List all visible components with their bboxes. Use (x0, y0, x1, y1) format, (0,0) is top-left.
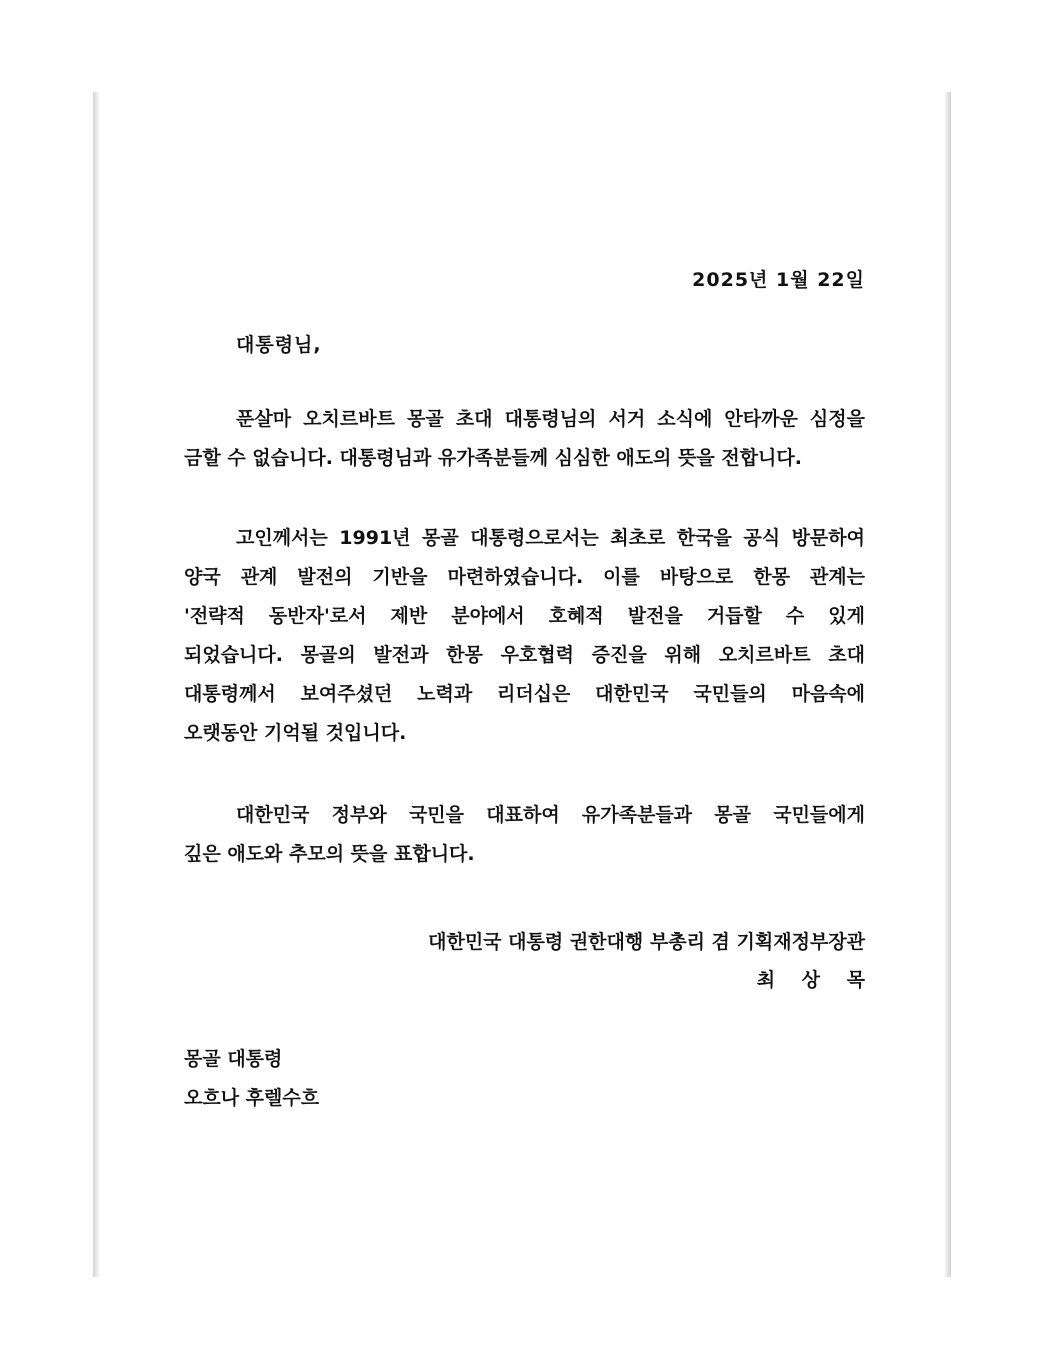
paragraph-line: 금할 수 없습니다. 대통령님과 유가족분들께 심심한 애도의 뜻을 전합니다. (184, 447, 802, 469)
letter-date: 2025년 1월 22일 (692, 269, 865, 291)
scan-right-edge (944, 92, 951, 1277)
salutation: 대통령님, (236, 334, 322, 356)
recipient-block (184, 1040, 319, 1118)
paragraph-line: 되었습니다. 몽골의 발전과 한몽 우호협력 증진을 위해 오치르바트 초대 (184, 644, 865, 666)
paragraph-line: 고인께서는 1991년 몽골 대통령으로서는 최초로 한국을 공식 방문하여 (236, 527, 865, 549)
paragraph-line: 대통령께서 보여주셨던 노력과 리더십은 대한민국 국민들의 마음속에 (184, 683, 865, 705)
paragraph-line: 푼살마 오치르바트 몽골 초대 대통령님의 서거 소식에 안타까운 심정을 (236, 408, 865, 430)
recipient-name: 오흐나 후렐수흐 (184, 1087, 320, 1109)
recipient-title: 몽골 대통령 (184, 1048, 283, 1070)
signer-title: 대한민국 대통령 권한대행 부총리 겸 기획재정부장관 (428, 931, 865, 953)
scan-left-edge (93, 92, 100, 1277)
paragraph-line: 양국 관계 발전의 기반을 마련하였습니다. 이를 바탕으로 한몽 관계는 (184, 566, 865, 588)
paragraph-line: 오랫동안 기억될 것입니다. (184, 722, 407, 744)
signature-block (428, 923, 875, 999)
paragraph-line: 깊은 애도와 추모의 뜻을 표합니다. (184, 843, 475, 865)
paragraph-condolence (184, 400, 865, 478)
signer-name: 최 상 목 (756, 969, 875, 991)
paragraph-legacy (184, 519, 865, 753)
condolence-letter (184, 0, 875, 1357)
paragraph-closing (184, 796, 865, 874)
paragraph-line: 대한민국 정부와 국민을 대표하여 유가족분들과 몽골 국민들에게 (236, 804, 865, 826)
paragraph-line: '전략적 동반자'로서 제반 분야에서 호혜적 발전을 거듭할 수 있게 (184, 605, 865, 627)
